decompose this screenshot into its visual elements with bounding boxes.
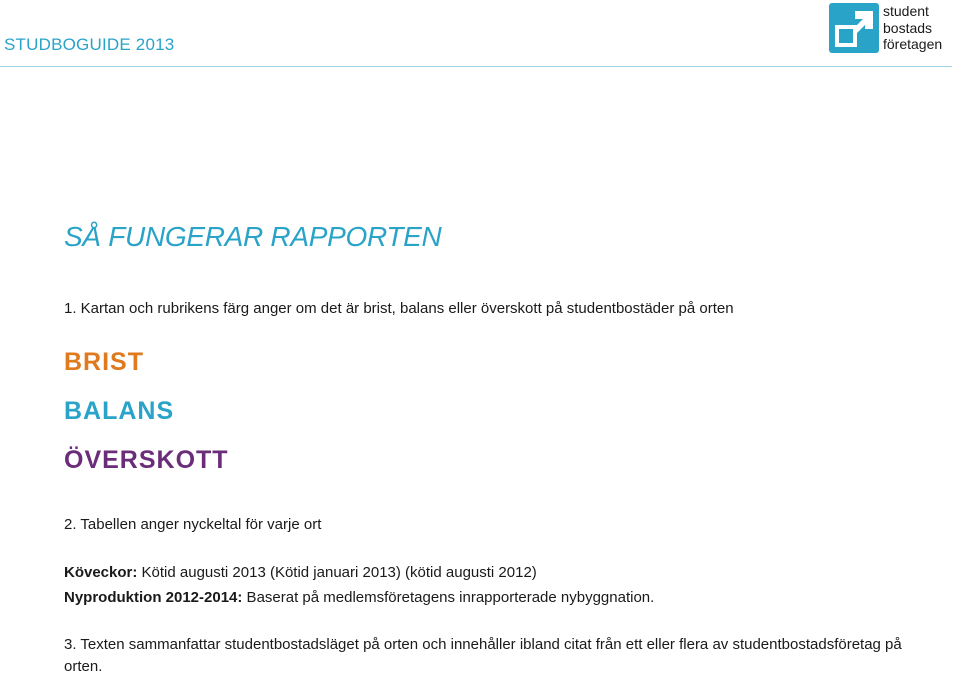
definition-koveckor xyxy=(64,564,537,581)
header-divider xyxy=(0,66,952,67)
definition-nyproduktion xyxy=(64,589,654,606)
brand-logo xyxy=(829,3,957,57)
logo-wordmark xyxy=(883,3,942,53)
page-header-title: STUDBOGUIDE 2013 xyxy=(4,35,175,54)
logo-line-bostads: bostads xyxy=(883,19,933,36)
definition-term: Nyproduktion 2012-2014: xyxy=(64,589,243,606)
section-title: SÅ FUNGERAR RAPPORTEN xyxy=(64,221,442,252)
instruction-item-1: 1. Kartan och rubrikens färg anger om det är brist, balans eller överskott på studentbostäder på orten xyxy=(64,300,734,317)
legend-overskott: ÖVERSKOTT xyxy=(64,446,229,474)
legend-brist: BRIST xyxy=(64,348,144,376)
instruction-item-3: 3. Texten sammanfattar studentbostadsläget på orten och innehåller ibland citat från ett eller flera av studentbostadsföretag på orten. xyxy=(64,636,902,675)
arrow-logo-icon xyxy=(829,3,879,53)
definition-term: Köveckor: xyxy=(64,564,138,581)
logo-line-foretagen: företagen xyxy=(883,36,943,52)
definition-text: Baserat på medlemsföretagens inrapporterade nybyggnation. xyxy=(242,589,655,606)
instruction-item-2: 2. Tabellen anger nyckeltal för varje ort xyxy=(64,516,322,533)
legend-balans: BALANS xyxy=(64,397,175,425)
logo-line-student: student xyxy=(883,3,929,19)
definition-text: Kötid augusti 2013 (Kötid januari 2013) (kötid augusti 2012) xyxy=(137,564,537,581)
